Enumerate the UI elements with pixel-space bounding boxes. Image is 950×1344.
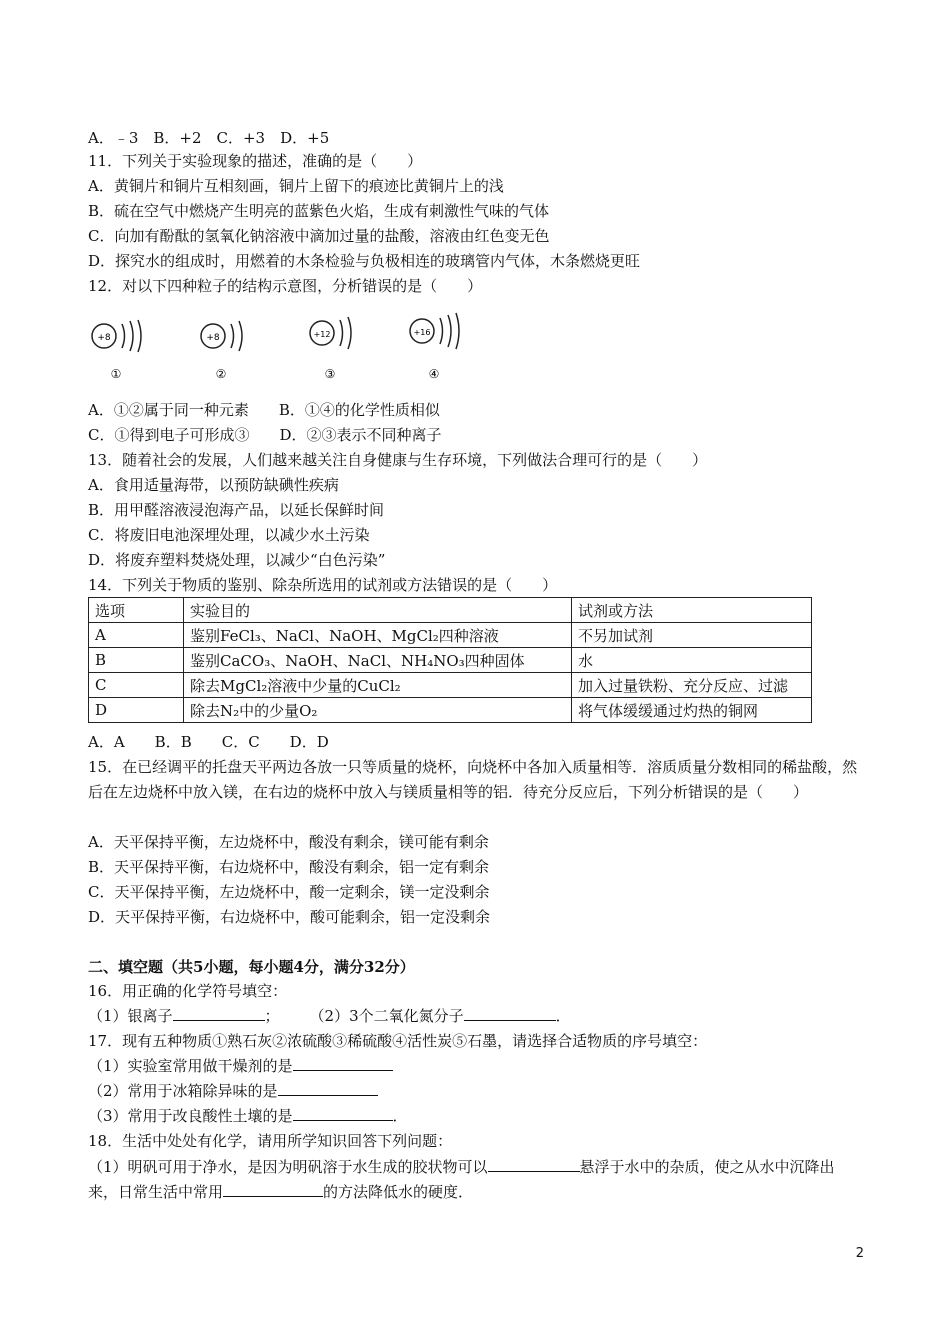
q13-option-b: B．用甲醛溶液浸泡海产品，以延长保鲜时间 <box>88 501 385 519</box>
particle-2-diagram <box>201 321 242 381</box>
q16-answer-blank-2[interactable] <box>464 1006 556 1021</box>
table-row <box>89 623 812 648</box>
atom-structure-diagrams <box>82 308 466 386</box>
q16-part-2-label: ； （2）3个二氧化氮分子 <box>264 1007 464 1025</box>
q11-stem: 11．下列关于实验现象的描述，准确的是（ ） <box>88 152 423 170</box>
q14-stem: 14．下列关于物质的鉴别、除杂所选用的试剂或方法错误的是（ ） <box>88 576 558 594</box>
q17-part-1-label: （1）实验室常用做干燥剂的是 <box>88 1057 293 1075</box>
q11-option-a: A．黄铜片和铜片互相刻画，铜片上留下的痕迹比黄铜片上的浅 <box>88 177 504 195</box>
q10-options: A．﹣3 B．+2 C．+3 D．+5 <box>88 129 330 147</box>
table-row <box>89 698 812 723</box>
table-cell: 加入过量铁粉、充分反应、过滤 <box>572 673 812 698</box>
table-cell: 除去N₂中的少量O₂ <box>184 698 572 723</box>
table-cell: 除去MgCl₂溶液中少量的CuCl₂ <box>184 673 572 698</box>
q18-part-1 <box>88 1155 860 1205</box>
table-cell: C <box>89 673 184 698</box>
q15-option-c: C．天平保持平衡，左边烧杯中，酸一定剩余，镁一定没剩余 <box>88 883 490 901</box>
particle-4-diagram <box>410 313 459 381</box>
q12-options-ab: A．①②属于同一种元素 B．①④的化学性质相似 <box>88 401 440 419</box>
q15-option-b: B．天平保持平衡，右边烧杯中，酸没有剩余，铝一定有剩余 <box>88 858 490 876</box>
table-row <box>89 673 812 698</box>
q16-end-mark: ． <box>555 1007 571 1025</box>
particle-1-diagram <box>92 320 141 381</box>
q17-part-3-label: （3）常用于改良酸性土壤的是 <box>88 1107 293 1125</box>
particle-2-nucleus: +8 <box>206 333 220 343</box>
section-2-heading: 二、填空题（共5小题，每小题4分，满分32分） <box>88 958 415 976</box>
q11-option-c: C．向加有酚酞的氢氧化钠溶液中滴加过量的盐酸，溶液由红色变无色 <box>88 227 550 245</box>
table-cell: 水 <box>572 648 812 673</box>
table-cell: 鉴别FeCl₃、NaCl、NaOH、MgCl₂四种溶液 <box>184 623 572 648</box>
q16-parts <box>88 1006 571 1026</box>
table-cell: D <box>89 698 184 723</box>
q15-option-d: D．天平保持平衡，右边烧杯中，酸可能剩余，铝一定没剩余 <box>88 908 491 926</box>
particle-2-label: ② <box>215 367 227 381</box>
particle-3-nucleus: +12 <box>313 330 331 339</box>
q11-option-d: D．探究水的组成时，用燃着的木条检验与负极相连的玻璃管内气体，木条燃烧更旺 <box>88 252 641 270</box>
q14-options: A．A B．B C．C D．D <box>88 733 329 751</box>
q14-table <box>88 597 812 723</box>
q15-stem: 15．在已经调平的托盘天平两边各放一只等质量的烧杯，向烧杯中各加入质量相等．溶质质量分数相同的稀盐酸，然后在左边烧杯中放入镁，在右边的烧杯中放入与镁质量相等的铝．待充分反应后，下列分析错误的是（ ） <box>88 758 858 801</box>
particle-3-diagram <box>310 317 351 381</box>
page-number: 2 <box>855 1246 864 1261</box>
q17-part-3 <box>88 1106 408 1126</box>
q18-part-1-text-a: （1）明矾可用于净水，是因为明矾溶于水生成的胶状物可以 <box>88 1158 488 1176</box>
table-cell: B <box>89 648 184 673</box>
q17-end-mark: ． <box>392 1107 408 1125</box>
q13-option-c: C．将废旧电池深埋处理，以减少水土污染 <box>88 526 370 544</box>
q17-part-2-label: （2）常用于冰箱除异味的是 <box>88 1082 278 1100</box>
q16-stem: 16．用正确的化学符号填空： <box>88 982 288 1000</box>
table-header-cell: 选项 <box>89 598 184 623</box>
q17-stem: 17．现有五种物质①熟石灰②浓硫酸③稀硫酸④活性炭⑤石墨，请选择合适物质的序号填空： <box>88 1032 708 1050</box>
q17-part-1 <box>88 1056 393 1076</box>
q13-option-d: D．将废弃塑料焚烧处理，以减少“白色污染” <box>88 551 386 569</box>
q18-part-1-text-b: 悬浮于水中的杂质，使之从水中沉降出来，日常生活中常用 <box>88 1158 835 1201</box>
q17-answer-blank-1[interactable] <box>293 1056 393 1071</box>
table-cell: 不另加试剂 <box>572 623 812 648</box>
table-cell: 鉴别CaCO₃、NaOH、NaCl、NH₄NO₃四种固体 <box>184 648 572 673</box>
q11-option-b: B．硫在空气中燃烧产生明亮的蓝紫色火焰，生成有刺激性气味的气体 <box>88 202 550 220</box>
particle-1-label: ① <box>110 367 122 381</box>
table-header-cell: 试剂或方法 <box>572 598 812 623</box>
q18-stem: 18．生活中处处有化学，请用所学知识回答下列问题： <box>88 1132 453 1150</box>
q18-answer-blank-1[interactable] <box>488 1157 580 1172</box>
particle-4-label: ④ <box>428 367 440 381</box>
q16-part-1-label: （1）银离子 <box>88 1007 173 1025</box>
q17-answer-blank-3[interactable] <box>293 1106 393 1121</box>
table-header-cell: 实验目的 <box>184 598 572 623</box>
q13-option-a: A．食用适量海带，以预防缺碘性疾病 <box>88 476 339 494</box>
q17-answer-blank-2[interactable] <box>278 1081 378 1096</box>
q12-options-cd: C．①得到电子可形成③ D．②③表示不同种离子 <box>88 426 442 444</box>
particle-3-label: ③ <box>324 367 336 381</box>
q18-answer-blank-2[interactable] <box>223 1182 323 1197</box>
q15-option-a: A．天平保持平衡，左边烧杯中，酸没有剩余，镁可能有剩余 <box>88 833 489 851</box>
table-header-row <box>89 598 812 623</box>
q17-part-2 <box>88 1081 378 1101</box>
q12-stem: 12．对以下四种粒子的结构示意图，分析错误的是（ ） <box>88 277 483 295</box>
q18-part-1-text-c: 的方法降低水的硬度． <box>323 1183 474 1201</box>
particle-4-nucleus: +16 <box>413 328 431 337</box>
table-row <box>89 648 812 673</box>
q13-stem: 13．随着社会的发展，人们越来越关注自身健康与生存环境，下列做法合理可行的是（ ） <box>88 451 708 469</box>
q16-answer-blank-1[interactable] <box>173 1006 265 1021</box>
table-cell: 将气体缓缓通过灼热的铜网 <box>572 698 812 723</box>
table-cell: A <box>89 623 184 648</box>
particle-1-nucleus: +8 <box>97 333 111 343</box>
